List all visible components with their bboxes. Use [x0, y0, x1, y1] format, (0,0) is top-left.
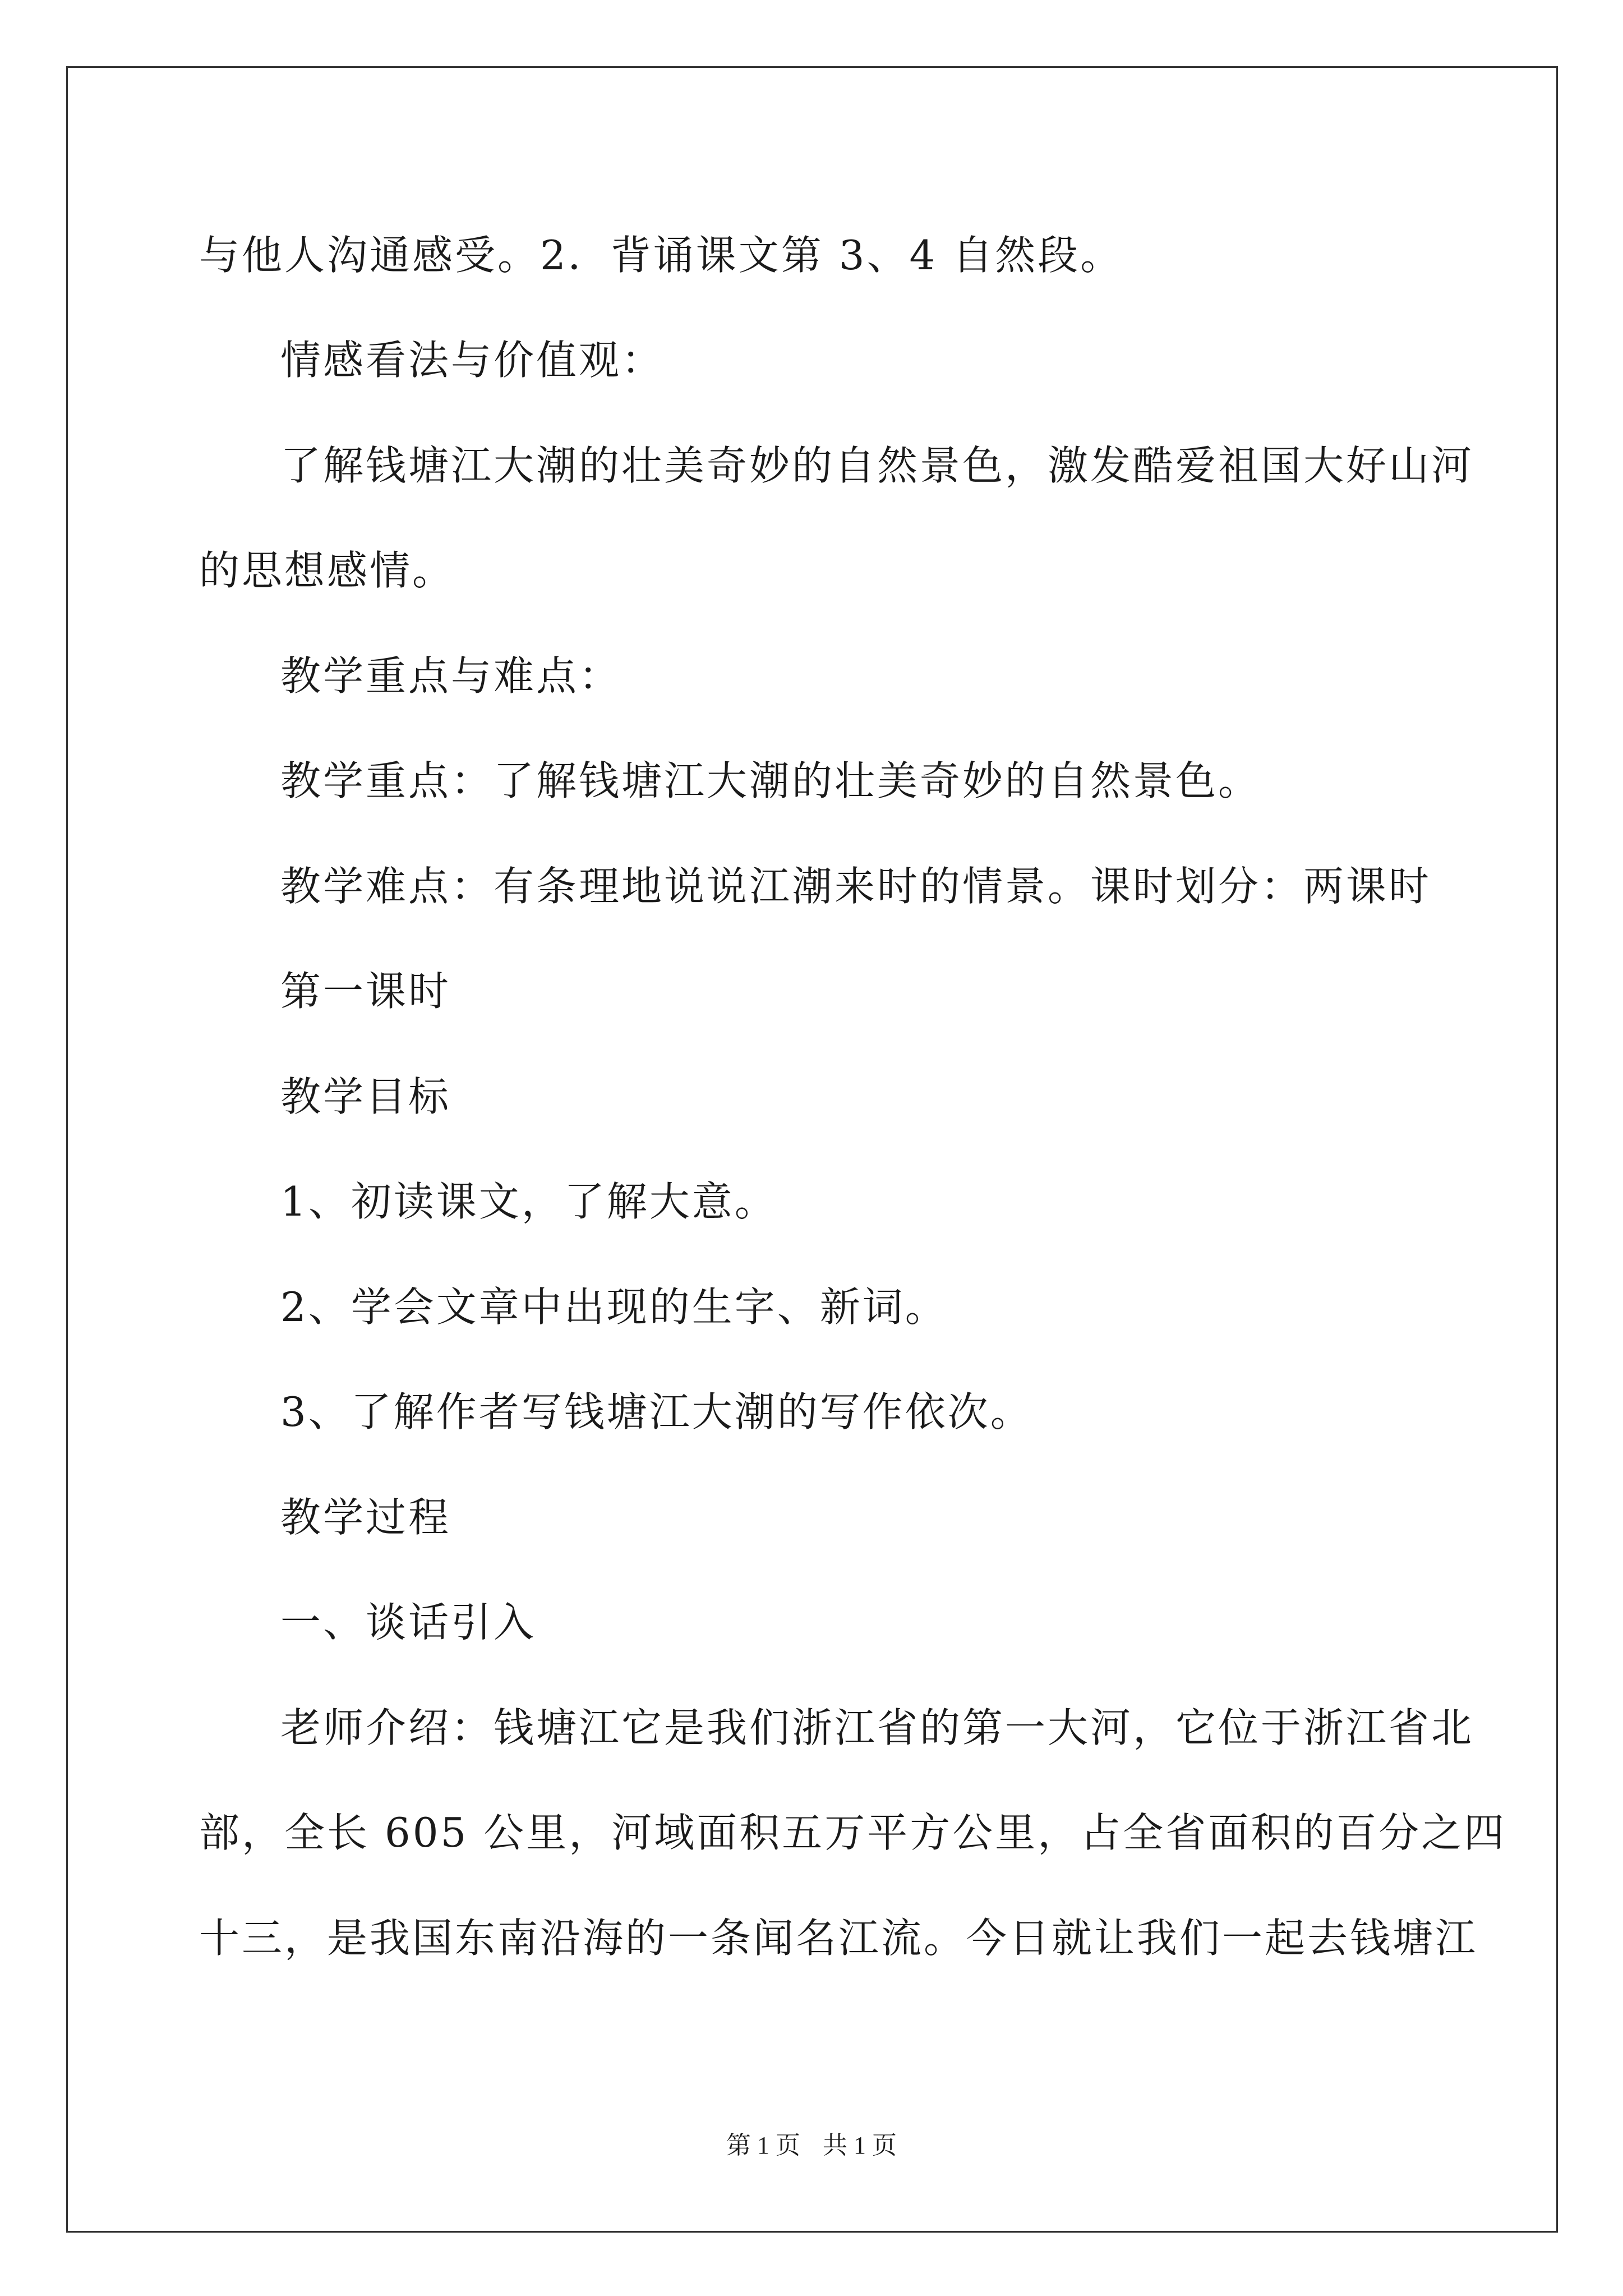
text-line-17: 十三，是我国东南沿海的一条闻名江流。今日就让我们一起去钱塘江 — [199, 1915, 1478, 1962]
text-line-10: 1、初读课文，了解大意。 — [280, 1178, 777, 1225]
page-footer — [0, 2129, 1623, 2162]
text-line-1: 与他人沟通感受。2．背诵课文第 3、4 自然段。 — [199, 232, 1123, 279]
text-line-8: 第一课时 — [280, 968, 451, 1015]
text-line-15: 老师介绍：钱塘江它是我们浙江省的第一大河，它位于浙江省北 — [280, 1704, 1474, 1751]
text-line-4: 的思想感情。 — [199, 547, 455, 594]
text-line-2: 情感看法与价值观： — [280, 337, 665, 384]
text-line-12: 3、了解作者写钱塘江大潮的写作依次。 — [280, 1388, 1033, 1435]
text-line-6: 教学重点：了解钱塘江大潮的壮美奇妙的自然景色。 — [280, 757, 1261, 804]
text-line-3: 了解钱塘江大潮的壮美奇妙的自然景色，激发酷爱祖国大好山河 — [280, 442, 1474, 489]
text-line-9: 教学目标 — [280, 1073, 451, 1120]
text-line-5: 教学重点与难点： — [280, 652, 622, 700]
page-border — [66, 66, 1558, 2233]
text-line-14: 一、谈话引入 — [280, 1599, 537, 1646]
text-line-7: 教学难点：有条理地说说江潮来时的情景。课时划分：两课时 — [280, 863, 1432, 910]
text-line-16: 部，全长 605 公里，河域面积五万平方公里，占全省面积的百分之四 — [199, 1809, 1507, 1856]
text-line-11: 2、学会文章中出现的生字、新词。 — [280, 1283, 948, 1331]
page-number: 第 1 页 — [726, 2132, 800, 2159]
page-total: 共 1 页 — [823, 2132, 897, 2159]
text-line-13: 教学过程 — [280, 1494, 451, 1541]
